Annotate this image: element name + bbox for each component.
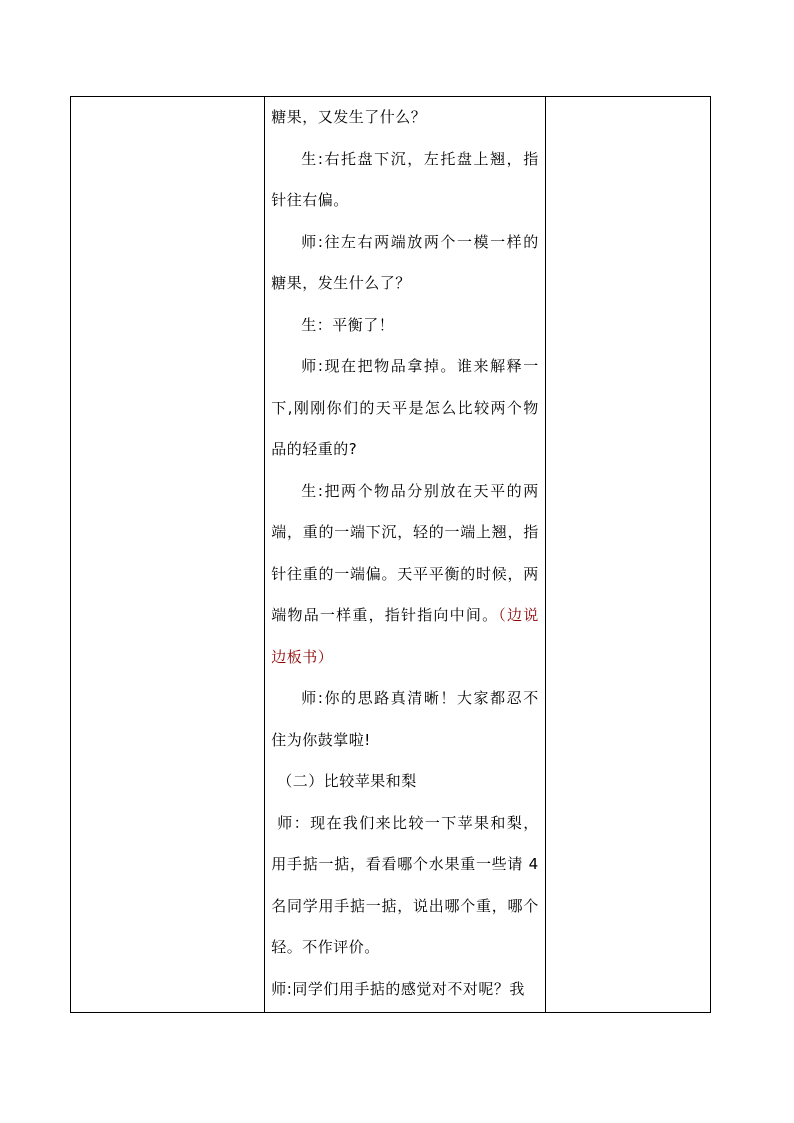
paragraph: 师:你的思路真清晰！大家都忍不住为你鼓掌啦!	[271, 689, 539, 749]
paragraph: 师：现在我们来比较一下苹果和梨，用手掂一掂，看看哪个水果重一些请 4 名同学用手掂一掂，说出哪个重，哪个轻。不作评价。	[271, 813, 539, 956]
section-heading: （二）比较苹果和梨	[277, 772, 417, 790]
lesson-content	[265, 97, 544, 1010]
paragraph: 师:往左右两端放两个一模一样的糖果，发生什么了？	[271, 232, 539, 292]
lesson-table	[70, 96, 711, 1013]
board-note: （边说边板书）	[271, 606, 539, 666]
table-row	[71, 97, 711, 1013]
middle-column-cell	[265, 97, 545, 1013]
paragraph: 师:现在把物品拿掉。谁来解释一下,刚刚你们的天平是怎么比较两个物品的轻重的?	[271, 357, 539, 458]
paragraph: 糖果，又发生了什么？	[271, 108, 427, 126]
paragraph-text: 生:把两个物品分别放在天平的两端，重的一端下沉，轻的一端上翘，指针往重的一端偏。天平平衡的时候，两端物品一样重，指针指向中间。	[271, 481, 539, 624]
right-column-cell	[545, 97, 710, 1013]
paragraph: 生:右托盘下沉，左托盘上翘，指针往右偏。	[271, 149, 539, 209]
left-column-cell	[71, 97, 265, 1013]
paragraph	[271, 471, 538, 679]
paragraph: 生：平衡了！	[301, 315, 395, 334]
paragraph: 师:同学们用手掂的感觉对不对呢？我	[271, 979, 525, 998]
